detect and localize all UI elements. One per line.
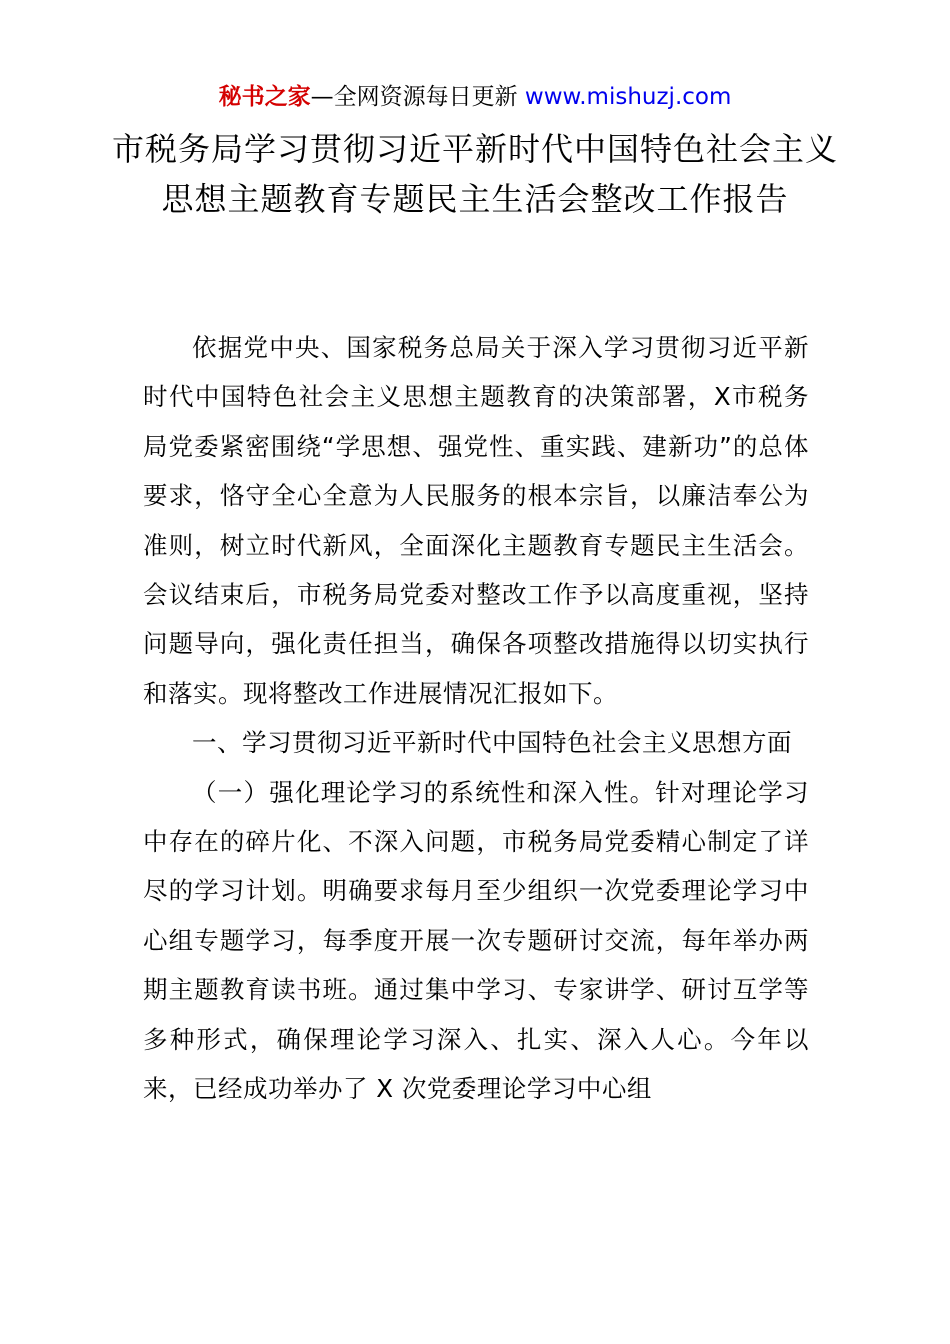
subsection-paragraph-1: （一）强化理论学习的系统性和深入性。针对理论学习中存在的碎片化、不深入问题，市税务局党委精心制定了详尽的学习计划。明确要求每月至少组织一次党委理论学习中心组专题学习，每季度开展一次专题研讨交流，每年举办两期主题教育读书班。通过集中学习、专家讲学、研讨互学等多种形式，确保理论学习深入、扎实、深入人心。今年以来，已经成功举办了 X 次党委理论学习中心组 bbox=[143, 777, 809, 1104]
site-tagline: —全网资源每日更新 bbox=[310, 84, 525, 110]
document-body bbox=[143, 323, 809, 1114]
site-banner bbox=[0, 80, 950, 114]
site-brand: 秘书之家 bbox=[218, 84, 311, 110]
document-title: 市税务局学习贯彻习近平新时代中国特色社会主义思想主题教育专题民主生活会整改工作报告 bbox=[111, 130, 838, 218]
section-heading-1: 一、学习贯彻习近平新时代中国特色社会主义思想方面 bbox=[192, 728, 792, 758]
intro-paragraph: 依据党中央、国家税务总局关于深入学习贯彻习近平新时代中国特色社会主义思想主题教育的决策部署，X市税务局党委紧密围绕“学思想、强党性、重实践、建新功”的总体要求，恪守全心全意为人民服务的根本宗旨，以廉洁奉公为准则，树立时代新风，全面深化主题教育专题民主生活会。会议结束后，市税务局党委对整改工作予以高度重视，坚持问题导向，强化责任担当，确保各项整改措施得以切实执行和落实。现将整改工作进展情况汇报如下。 bbox=[143, 333, 809, 708]
site-url-link[interactable]: www.mishuzj.com bbox=[524, 84, 732, 110]
